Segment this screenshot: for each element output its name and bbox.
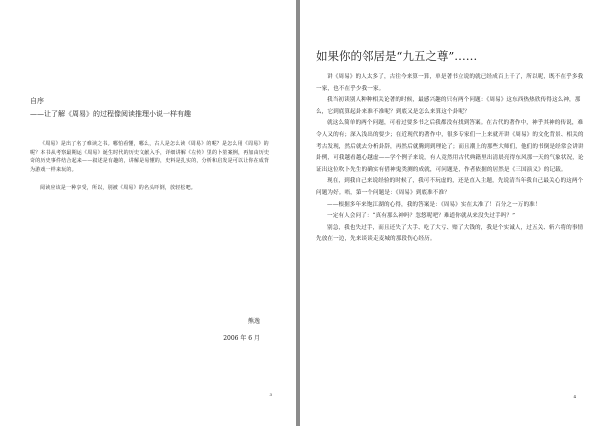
chapter-paragraph: 就这么简单的两个问题，可看过要多书之后我都没有找到答案。在古代的著作中，神乎其神的传说，难令人又的有；深入浅出的要少；在近现代的著作中，很多专家们一上来就开讲《周易》的文化背景、相关的考古发现，然后就去分析卦辞，再然后就腾到到理论了；而且潮上的那些大师们，他们的书倒是经常会讲讲卦例，可我越看越心越虚——学个例子来说，有人竟然用古代典籍里出清晨亮得东风那一天的气象状况，论证出这位吹卜先生的确实有借神鬼类测的成就，可问题是，作者依据的居然是《三国演义》的记载。 xyxy=(316,120,584,173)
right-page xyxy=(300,0,600,426)
preface-body xyxy=(30,140,272,202)
chapter-paragraph: 讲《周易》的人太多了，古往今来算一算，单是著书立说的就已经成百上千了，所以呢，既不在乎多我一家，也不在乎少我一家。 xyxy=(316,74,584,92)
chapter-title: 如果你的邻居是“九五之尊”…… xyxy=(316,49,478,63)
page-number: 4 xyxy=(573,394,576,399)
chapter-paragraph: 别急，我也失过手，而且还失了大手、吃了大亏、赔了大钱的，我是个实诚人，过五关、斩六将的事情先放在一边，先来谈谈走麦城的那段伤心经历。 xyxy=(316,224,584,243)
preface-paragraph: 《周易》是出了名了难读之书。哪怕看懂，哪么，古人是怎么读《周易》的呢？是怎么用《周易》的呢？本书从考察最期运《周易》诞生时代的历史文献入手，详细讲解《左传》里的卜筮案例，再加由历史奇的历史事件结合起来——叙述是有趣的，讲解是易懂的，史料是扎实的，分析和启发是可以让你在成背为游戏一样来玩的。 xyxy=(30,141,270,174)
preface-paragraph: 阅读应该是一种享受，所以，别被《周易》的名头吓倒，放轻松吧。 xyxy=(40,184,197,191)
preface-date: 2006 年 6 月 xyxy=(223,335,260,342)
preface-title: 自序 xyxy=(30,97,44,105)
left-page xyxy=(0,0,296,426)
author-signature: 熊逸 xyxy=(247,318,260,325)
preface-subtitle: ——让了解《周易》的过程像阅读推理小说一样有趣 xyxy=(30,110,191,118)
chapter-body xyxy=(316,72,586,246)
chapter-paragraph: 现在，到我自己来说经验的时候了，我可不玩虚的，还是直入主题，先说清当年我自己最关心的这两个问题为好。唔，第一个问题是：《周易》到底准不准？ xyxy=(316,178,584,196)
page-number: 3 xyxy=(269,392,272,397)
chapter-paragraph: 一定有人会问了：“真有那么神吗？忽悠呢吧？难道你就从来没失过手吗？” xyxy=(327,213,516,220)
chapter-paragraph: ——根据多年来饱江湖的心得，我的答案是：《周易》实在太准了！百分之一万的准！ xyxy=(327,201,541,208)
chapter-paragraph: 我当初读别人种种相关论著的时候，最感兴趣的只有两个问题：《周易》这东西热热欣传得这么神，那么，它到底算起卦来准不准呢？到底又是怎么来算这个卦呢？ xyxy=(316,97,581,115)
